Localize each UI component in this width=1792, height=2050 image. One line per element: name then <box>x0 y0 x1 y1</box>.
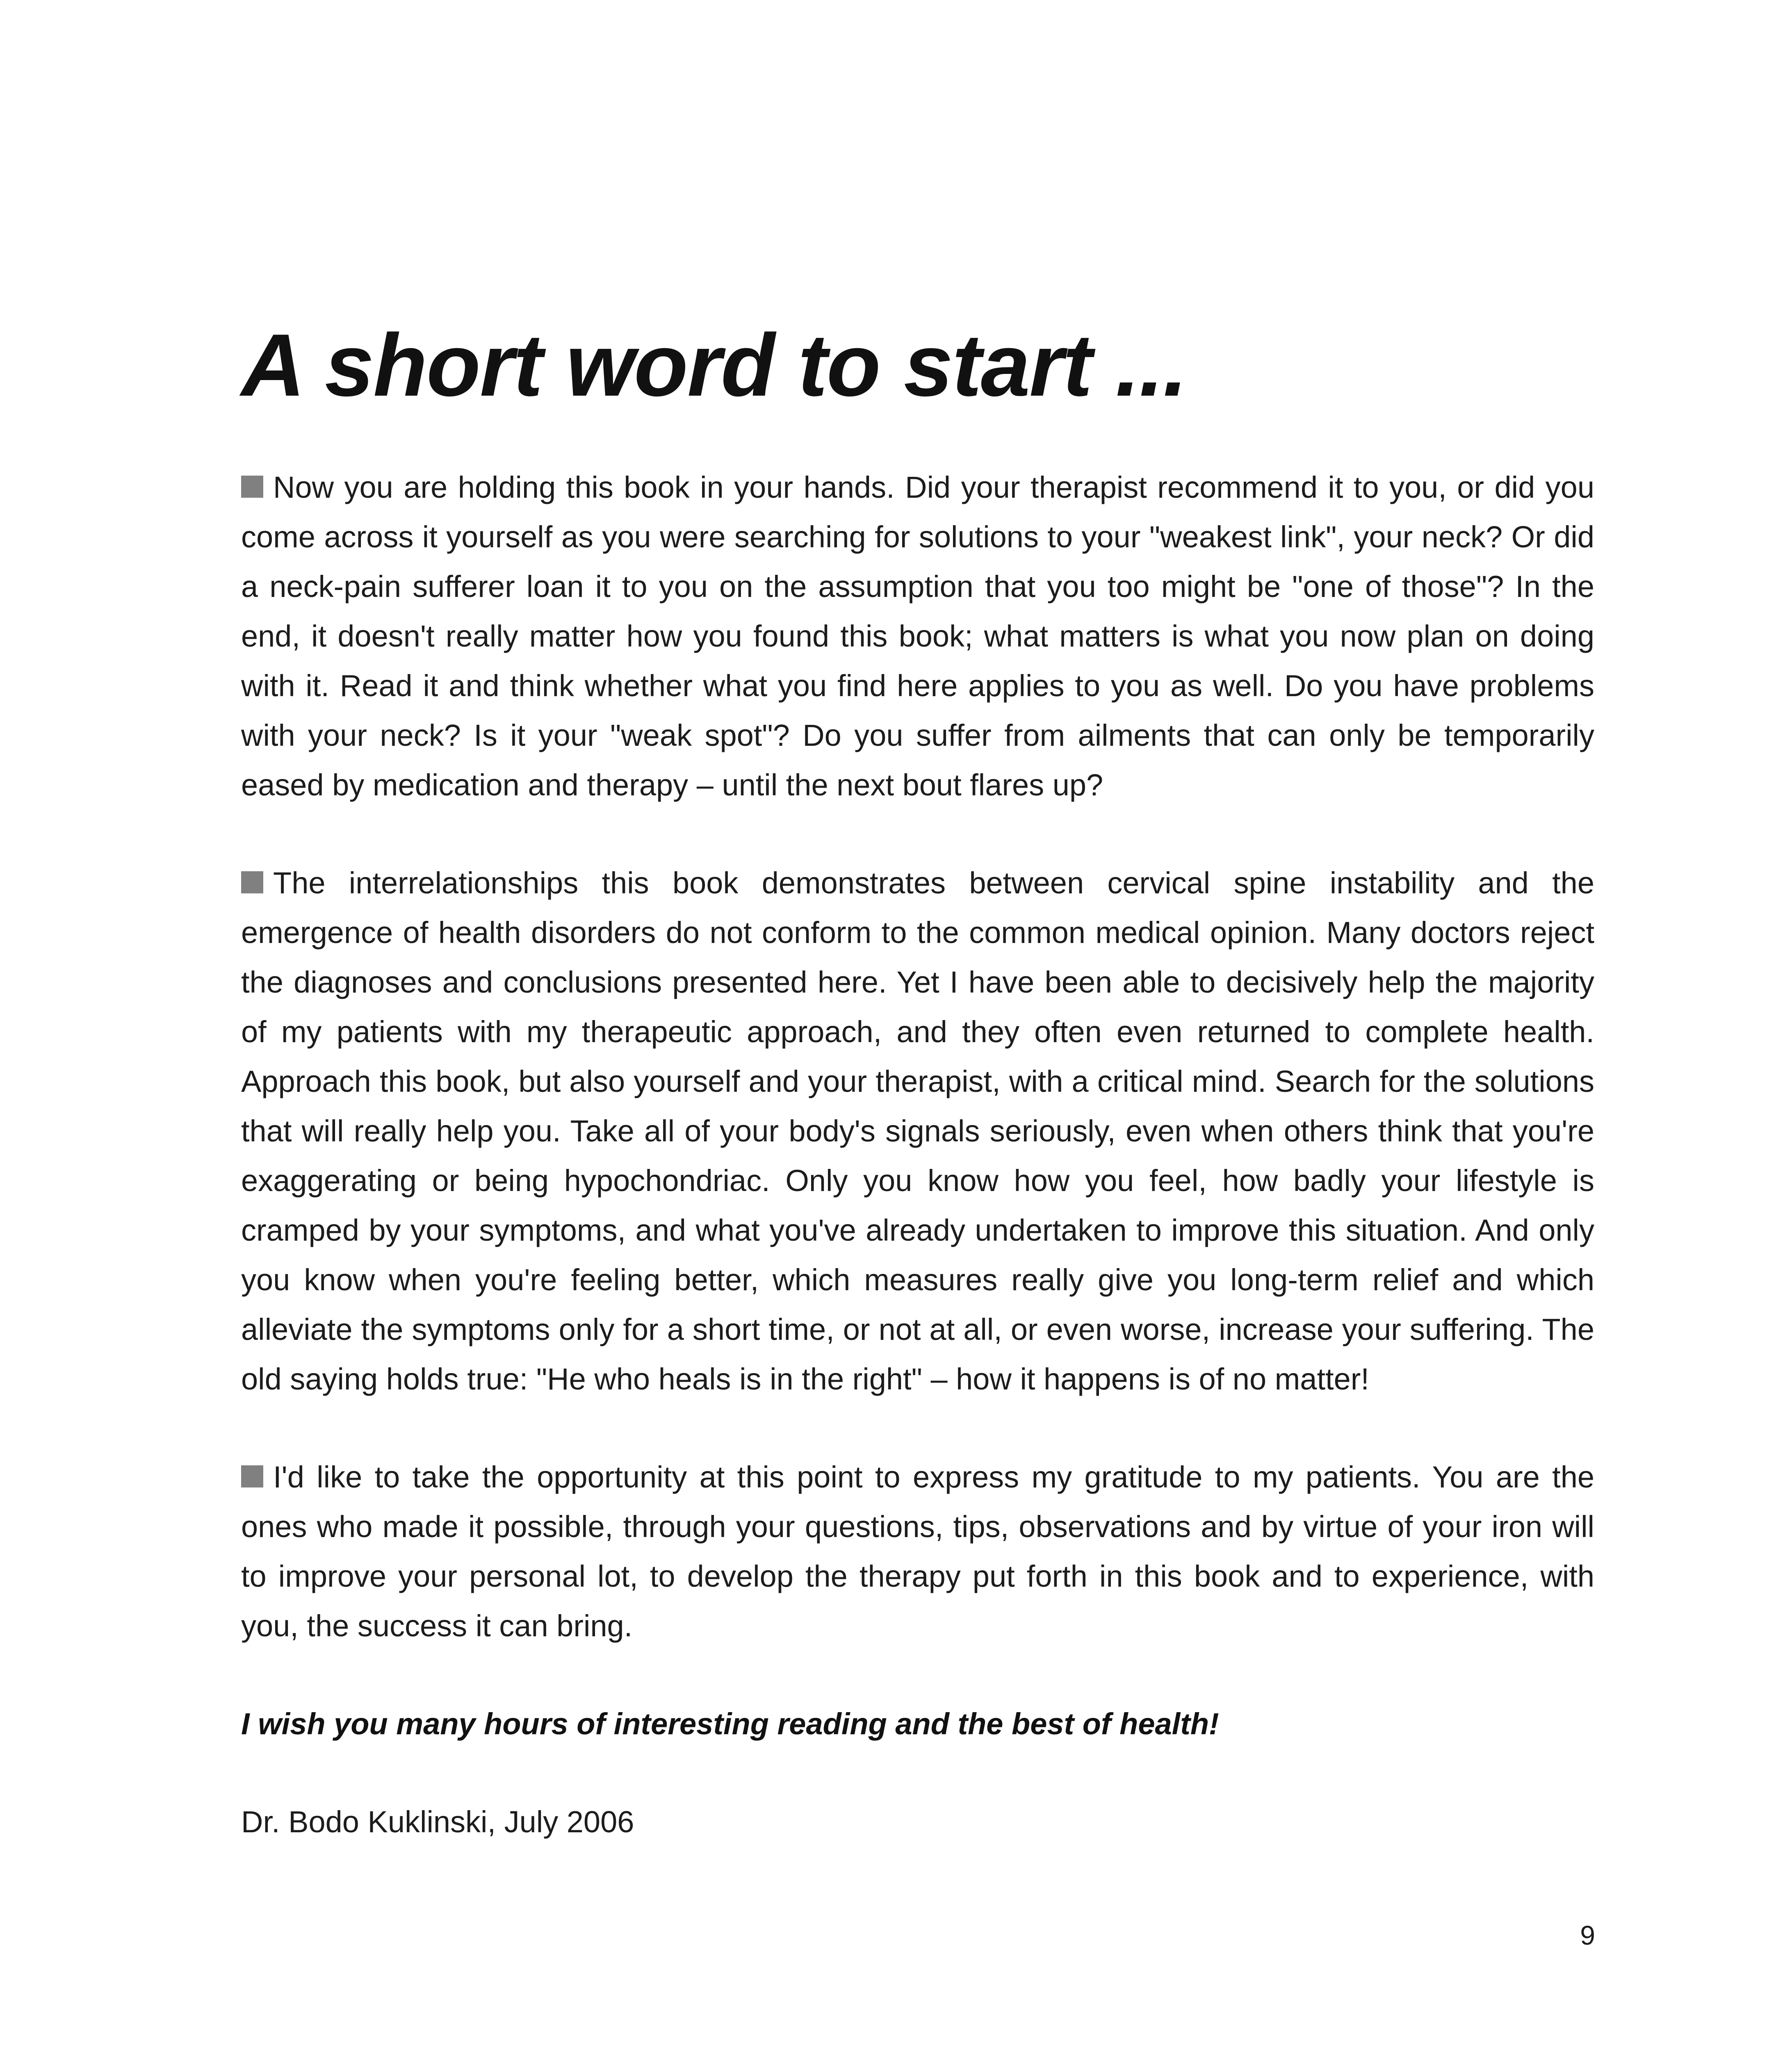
paragraph-1 <box>241 462 1594 810</box>
paragraph-3-text: I'd like to take the opportunity at this point to express my gratitude to my patients. You are the ones who made it possible, through your questions, tips, observations and by virtue of your iron will to improve your personal lot, to develop the therapy put forth in this book and to experience, with you, the success it can bring. <box>241 1460 1594 1643</box>
page-title: A short word to start ... <box>241 315 1187 415</box>
page-number: 9 <box>1580 1920 1595 1950</box>
square-bullet-icon <box>241 1465 263 1487</box>
paragraph-1-text: Now you are holding this book in your hands. Did your therapist recommend it to you, or did you come across it yourself as you were searching for solutions to your "weakest link", your neck? Or did a neck-pain sufferer loan it to you on the assumption that you too might be "one of those"? In the end, it doesn't really matter how you found this book; what matters is what you now plan on doing with it. Read it and think whether what you find here applies to you as well. Do you have problems with your neck? Is it your "weak spot"? Do you suffer from ailments that can only be temporarily eased by medication and therapy – until the next bout flares up? <box>241 470 1594 802</box>
closing-wish: I wish you many hours of interesting reading and the best of health! <box>241 1707 1219 1741</box>
square-bullet-icon <box>241 476 263 498</box>
author-signature: Dr. Bodo Kuklinski, July 2006 <box>241 1805 634 1839</box>
page-content <box>241 316 1594 1847</box>
paragraph-2 <box>241 858 1594 1404</box>
paragraph-3 <box>241 1452 1594 1651</box>
square-bullet-icon <box>241 871 263 893</box>
paragraph-2-text: The interrelationships this book demonstrates between cervical spine instability and the emergence of health disorders do not conform to the common medical opinion. Many doctors reject the diagnoses and conclusions presented here. Yet I have been able to decisively help the majority of my patients with my therapeutic approach, and they often even returned to complete health. Approach this book, but also yourself and your therapist, with a critical mind. Search for the solutions that will really help you. Take all of your body's signals seriously, even when others think that you're exaggerating or being hypochondriac. Only you know how you feel, how badly your lifestyle is cramped by your symptoms, and what you've already undertaken to improve this situation. And only you know when you're feeling better, which measures really give you long-term relief and which alleviate the symptoms only for a short time, or not at all, or even worse, increase your suffering. The old saying holds true: "He who heals is in the right" – how it happens is of no matter! <box>241 866 1594 1396</box>
